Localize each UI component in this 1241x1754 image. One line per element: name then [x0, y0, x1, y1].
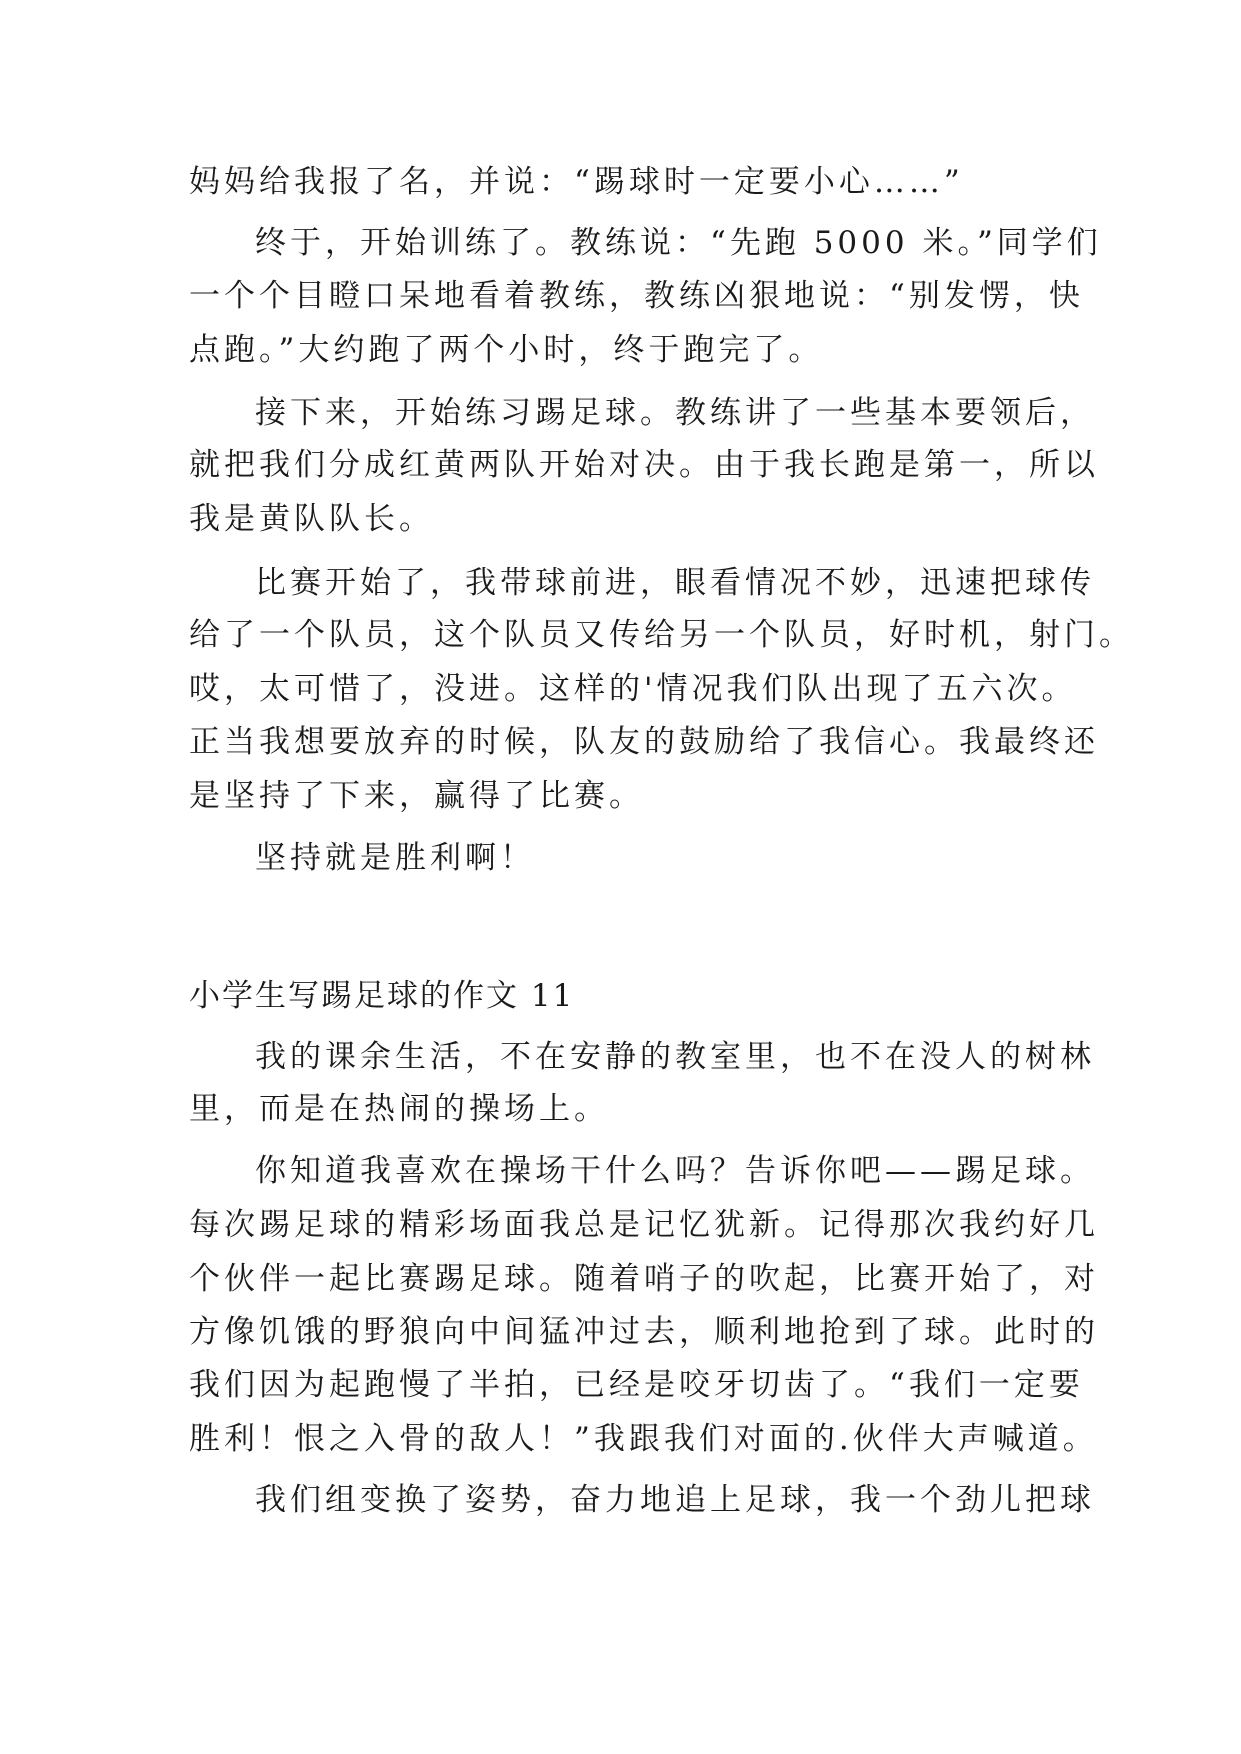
paragraph-first-line: 坚持就是胜利啊！ [255, 840, 535, 876]
text-line: 每次踢足球的精彩场面我总是记忆犹新。记得那次我约好几 [189, 1207, 1099, 1243]
text-line: 胜利！恨之入骨的敌人！”我跟我们对面的.伙伴大声喊道。 [189, 1421, 1098, 1457]
text-line: 就把我们分成红黄两队开始对决。由于我长跑是第一，所以 [189, 447, 1099, 483]
text-line: 哎，太可惜了，没进。这样的'情况我们队出现了五六次。 [189, 671, 1077, 707]
section-heading: 小学生写踢足球的作文 11 [189, 978, 575, 1014]
paragraph-first-line: 我的课余生活，不在安静的教室里，也不在没人的树林 [255, 1039, 1095, 1075]
paragraph-first-line: 你知道我喜欢在操场干什么吗？告诉你吧——踢足球。 [255, 1153, 1095, 1189]
text-line: 是坚持了下来，赢得了比赛。 [189, 778, 644, 814]
text-line: 正当我想要放弃的时候，队友的鼓励给了我信心。我最终还 [189, 724, 1099, 760]
text-line: 个伙伴一起比赛踢足球。随着哨子的吹起，比赛开始了，对 [189, 1261, 1099, 1297]
text-line: 一个个目瞪口呆地看着教练，教练凶狠地说：“别发愣，快 [189, 278, 1084, 314]
text-line: 里，而是在热闹的操场上。 [189, 1091, 609, 1127]
paragraph-first-line: 终于，开始训练了。教练说：“先跑 5000 米。”同学们 [255, 225, 1102, 261]
paragraph-first-line: 比赛开始了，我带球前进，眼看情况不妙，迅速把球传 [255, 565, 1095, 601]
text-line: 我们因为起跑慢了半拍，已经是咬牙切齿了。“我们一定要 [189, 1367, 1084, 1403]
text-line: 妈妈给我报了名，并说：“踢球时一定要小心……” [189, 164, 964, 200]
text-line: 方像饥饿的野狼向中间猛冲过去，顺利地抢到了球。此时的 [189, 1314, 1099, 1350]
text-line: 我是黄队队长。 [189, 501, 434, 537]
paragraph-first-line: 我们组变换了姿势，奋力地追上足球，我一个劲儿把球 [255, 1482, 1095, 1518]
text-line: 点跑。”大约跑了两个小时，终于跑完了。 [189, 332, 824, 368]
paragraph-first-line: 接下来，开始练习踢足球。教练讲了一些基本要领后， [255, 395, 1095, 431]
text-line: 给了一个队员，这个队员又传给另一个队员，好时机，射门。 [189, 617, 1134, 653]
